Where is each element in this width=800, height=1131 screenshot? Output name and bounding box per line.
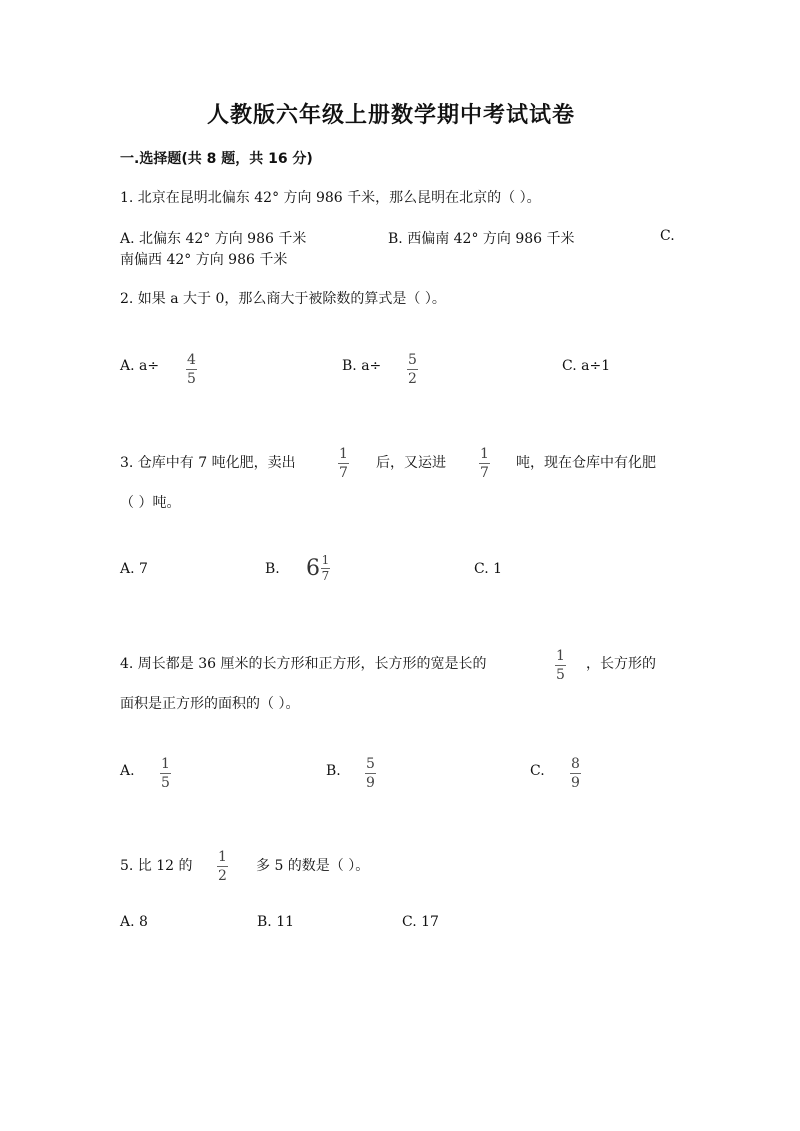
question-2-option-a-fraction — [186, 352, 197, 387]
fraction-bar — [570, 773, 581, 774]
fraction-denominator: 5 — [556, 667, 565, 683]
fraction-bar — [555, 665, 566, 666]
question-3-option-a: A. 7 — [120, 561, 148, 577]
question-4-stem-part-2: ，长方形的 — [586, 656, 656, 672]
question-3-option-b-mixed-number — [306, 554, 330, 583]
question-4-option-a-fraction — [160, 756, 171, 791]
fraction-numerator: 8 — [571, 756, 580, 772]
question-5-option-b: B. 11 — [257, 914, 295, 930]
question-2-stem: 2. 如果 a 大于 0，那么商大于被除数的算式是（ ）。 — [120, 291, 446, 307]
fraction-numerator: 1 — [321, 553, 330, 567]
fraction-numerator: 1 — [339, 446, 348, 462]
question-5-option-c: C. 17 — [402, 914, 439, 930]
fraction-bar — [407, 369, 418, 370]
question-4-option-c: C. — [530, 763, 545, 779]
question-4-option-b: B. — [326, 763, 341, 779]
fraction-numerator: 1 — [556, 648, 565, 664]
question-1-option-c-continued: 南偏西 42° 方向 986 千米 — [120, 252, 288, 268]
question-2-option-b-fraction — [407, 352, 418, 387]
question-4-fraction-1 — [555, 648, 566, 683]
fraction-bar — [160, 773, 171, 774]
question-4-stem-part-1: 4. 周长都是 36 厘米的长方形和正方形，长方形的宽是长的 — [120, 656, 487, 672]
mixed-number-whole: 6 — [306, 555, 320, 581]
fraction-denominator: 2 — [218, 868, 227, 884]
question-4-option-a: A. — [120, 763, 135, 779]
question-3-option-c: C. 1 — [474, 561, 503, 577]
fraction-denominator: 5 — [187, 371, 196, 387]
page-title: 人教版六年级上册数学期中考试试卷 — [207, 103, 576, 128]
question-5-stem-part-1: 5. 比 12 的 — [120, 858, 193, 874]
fraction-bar — [186, 369, 197, 370]
question-5-fraction-1 — [217, 849, 228, 884]
fraction-denominator: 7 — [339, 465, 348, 481]
fraction-denominator: 9 — [571, 775, 580, 791]
question-1-option-b: B. 西偏南 42° 方向 986 千米 — [388, 231, 575, 247]
question-4-option-c-fraction — [570, 756, 581, 791]
fraction-bar — [217, 866, 228, 867]
question-3-stem-part-1: 3. 仓库中有 7 吨化肥，卖出 — [120, 455, 296, 471]
question-3-option-b: B. — [265, 561, 280, 577]
fraction-denominator: 5 — [161, 775, 170, 791]
fraction-numerator: 4 — [187, 352, 196, 368]
question-4-option-b-fraction — [365, 756, 376, 791]
question-5-option-a: A. 8 — [120, 914, 148, 930]
fraction-denominator: 7 — [480, 465, 489, 481]
fraction-bar — [365, 773, 376, 774]
fraction-denominator: 9 — [366, 775, 375, 791]
question-1-option-c: C. — [660, 228, 675, 244]
fraction-numerator: 1 — [480, 446, 489, 462]
fraction-numerator: 5 — [408, 352, 417, 368]
question-2-option-b: B. a÷ — [342, 358, 382, 374]
fraction-numerator: 5 — [366, 756, 375, 772]
fraction-bar — [338, 463, 349, 464]
question-3-stem-part-4: （ ）吨。 — [120, 495, 181, 511]
question-3-fraction-2 — [479, 446, 490, 481]
question-5-stem-part-2: 多 5 的数是（ ）。 — [256, 858, 370, 874]
question-3-stem-part-3: 吨，现在仓库中有化肥 — [516, 455, 656, 471]
question-3-fraction-1 — [338, 446, 349, 481]
fraction-denominator: 2 — [408, 371, 417, 387]
question-1-option-a: A. 北偏东 42° 方向 986 千米 — [120, 231, 307, 247]
question-2-option-c: C. a÷1 — [562, 358, 611, 374]
section-heading: 一.选择题(共 8 题，共 16 分) — [120, 151, 313, 167]
question-4-stem-part-3: 面积是正方形的面积的（ ）。 — [120, 696, 300, 712]
fraction-numerator: 1 — [218, 849, 227, 865]
mixed-number-fraction — [321, 554, 330, 583]
question-3-stem-part-2: 后，又运进 — [376, 455, 446, 471]
question-1-stem: 1. 北京在昆明北偏东 42° 方向 986 千米，那么昆明在北京的（ ）。 — [120, 190, 541, 206]
fraction-numerator: 1 — [161, 756, 170, 772]
question-2-option-a: A. a÷ — [120, 358, 160, 374]
fraction-bar — [479, 463, 490, 464]
fraction-denominator: 7 — [321, 569, 330, 583]
